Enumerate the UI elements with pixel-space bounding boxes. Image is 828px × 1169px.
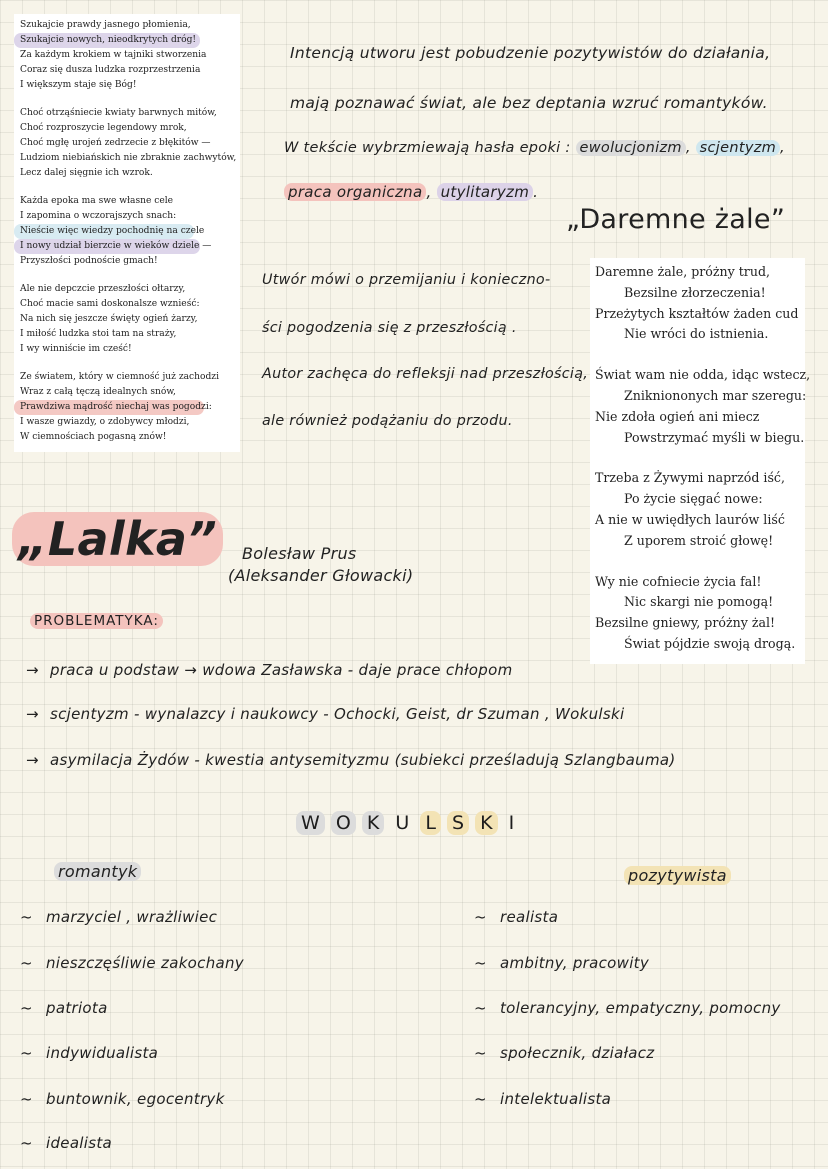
comma: , — [685, 140, 691, 156]
romantic-trait — [20, 908, 217, 926]
lalka-real-name: (Aleksander Głowacki) — [228, 566, 414, 585]
poem-line: Nie zdoła ogień ani miecz — [595, 408, 760, 424]
problem-text: asymilacja Żydów - kwestia antysemityzmu (subiekci prześladują Szlangbauma) — [50, 751, 676, 769]
poem-line: I zapomina o wczorajszych snach: — [20, 211, 177, 221]
intro-line-3 — [284, 140, 785, 156]
poem-line: Szukajcie prawdy jasnego płomienia, — [20, 20, 191, 30]
poem-line: I miłość ludzka stoi tam na straży, — [20, 329, 177, 339]
tilde-icon: ~ — [20, 954, 33, 972]
poem-line: Świat wam nie odda, idąc wstecz, — [595, 367, 811, 383]
poem-line: Przyszłości podnoście gmach! — [20, 256, 158, 266]
problem-item — [26, 661, 512, 679]
poem-line: Coraz się dusza ludzka rozprzestrzenia — [20, 65, 201, 75]
tilde-icon: ~ — [474, 1044, 487, 1062]
poem-line: Z uporem stroić głowę! — [624, 532, 774, 548]
lalka-title-text: „Lalka” — [12, 512, 223, 566]
poem-line: Choć macie sami doskonalsze wznieść: — [20, 299, 200, 309]
period: . — [533, 183, 539, 201]
romantic-trait — [20, 954, 244, 972]
romantic-trait — [20, 999, 108, 1017]
daremne-desc-3: Autor zachęca do refleksji nad przeszłością, — [262, 366, 589, 382]
poem-line-highlighted: Szukajcie nowych, nieodkrytych dróg! — [14, 33, 200, 48]
positivist-trait — [474, 954, 649, 972]
trait-text: intelektualista — [500, 1090, 612, 1108]
tilde-icon: ~ — [20, 1044, 33, 1062]
intro-line-4 — [284, 183, 538, 201]
tilde-icon: ~ — [20, 999, 33, 1017]
slogan-ewolucjonizm: ewolucjonizm — [576, 140, 686, 156]
poem-line: Po życie sięgać nowe: — [624, 491, 763, 507]
poem-line: Świat pójdzie swoją drogą. — [624, 635, 796, 651]
trait-text: nieszczęśliwie zakochany — [46, 954, 244, 972]
problems-heading-text: PROBLEMATYKA: — [30, 613, 163, 629]
stanza — [590, 468, 805, 551]
poem-line: A nie w uwiędłych laurów liść — [595, 511, 785, 527]
daremne-desc-1: Utwór mówi o przemijaniu i konieczno- — [262, 272, 551, 288]
poem-line: Przeżytych kształtów żaden cud — [595, 305, 799, 321]
trait-text: tolerancyjny, empatyczny, pomocny — [500, 999, 781, 1017]
poem-daremne-card — [590, 258, 811, 664]
romantic-heading-text: romantyk — [54, 862, 141, 881]
trait-text: społecznik, działacz — [500, 1044, 655, 1062]
positivist-heading-text: pozytywista — [624, 866, 731, 885]
tilde-icon: ~ — [20, 1134, 33, 1152]
problem-text: scjentyzm - wynalazcy i naukowcy - Ochocki, Geist, dr Szuman , Wokulski — [50, 705, 625, 723]
stanza — [590, 365, 811, 448]
romantic-trait — [20, 1134, 112, 1152]
daremne-desc-2: ści pogodzenia się z przeszłością . — [262, 320, 517, 336]
tilde-icon: ~ — [20, 908, 33, 926]
stanza — [14, 18, 240, 93]
poem-line: Lecz dalej sięgnie ich wzrok. — [20, 168, 153, 178]
heading-letter: O — [331, 811, 356, 835]
poem-line: Powstrzymać myśli w biegu. — [624, 429, 805, 445]
poem-line: Wraz z całą tęczą idealnych snów, — [20, 387, 176, 397]
poem-left-card — [14, 14, 240, 452]
stanza — [14, 282, 240, 357]
poem-line: Ze światem, który w ciemność już zachodzi — [20, 372, 220, 382]
poem-line: Bezsilne gniewy, próżny żal! — [595, 615, 776, 631]
lalka-author: Bolesław Prus — [242, 544, 357, 563]
intro-line-1: Intencją utworu jest pobudzenie pozytywistów do działania, — [290, 44, 771, 62]
heading-letter: K — [362, 811, 384, 835]
tilde-icon: ~ — [474, 999, 487, 1017]
trait-text: idealista — [46, 1134, 113, 1152]
poem-line: W ciemnościach pogasną znów! — [20, 432, 167, 442]
daremne-desc-4: ale również podążaniu do przodu. — [262, 413, 513, 429]
poem-line-highlighted: Prawdziwa mądrość niechaj was pogodzi: — [14, 400, 204, 415]
slogan-utylitaryzm: utylitaryzm — [437, 183, 534, 201]
romantic-trait — [20, 1044, 158, 1062]
poem-line: Na nich się jeszcze święty ogień żarzy, — [20, 314, 198, 324]
slogans-prefix: W tekście wybrzmiewają hasła epoki : — [284, 140, 571, 156]
positivist-trait — [474, 908, 558, 926]
comma: , — [780, 140, 785, 156]
trait-text: ambitny, pracowity — [500, 954, 650, 972]
poem-line: Nic skargi nie pomogą! — [624, 594, 774, 610]
poem-line: Nie wróci do istnienia. — [624, 326, 769, 342]
poem-line: Za każdym krokiem w tajniki stworzenia — [20, 50, 207, 60]
wokulski-heading — [296, 812, 519, 834]
problem-item — [26, 751, 676, 769]
arrow-icon: → — [26, 751, 39, 769]
poem-line-highlighted: Nieście więc wiedzy pochodnię na czele — [14, 224, 194, 239]
trait-text: realista — [500, 908, 559, 926]
heading-letter: L — [420, 811, 441, 835]
romantic-heading — [54, 862, 141, 881]
heading-letter: K — [475, 811, 497, 835]
trait-text: indywidualista — [46, 1044, 159, 1062]
lalka-title — [12, 512, 223, 566]
poem-line: Choć otrząśniecie kwiaty barwnych mitów, — [20, 108, 217, 118]
heading-letter: W — [296, 811, 325, 835]
poem-line: Choć mgłę urojeń zedrzecie z błękitów — — [20, 138, 211, 148]
poem-line: Bezsilne złorzeczenia! — [624, 284, 766, 300]
heading-letter: I — [508, 812, 515, 834]
tilde-icon: ~ — [474, 1090, 487, 1108]
intro-line-2: mają poznawać świat, ale bez deptania wzruć romantyków. — [290, 94, 768, 112]
poem-line: Każda epoka ma swe własne cele — [20, 196, 174, 206]
tilde-icon: ~ — [20, 1090, 33, 1108]
poem-line: Trzeba z Żywymi naprzód iść, — [595, 470, 785, 486]
slogan-praca-organiczna: praca organiczna — [284, 183, 426, 201]
positivist-trait — [474, 1090, 611, 1108]
comma: , — [426, 183, 432, 201]
heading-letter: S — [447, 811, 469, 835]
arrow-icon: → — [26, 661, 39, 679]
stanza — [14, 106, 240, 181]
tilde-icon: ~ — [474, 908, 487, 926]
poem-line: I wasze gwiazdy, o zdobywcy młodzi, — [20, 417, 190, 427]
problem-text: praca u podstaw → wdowa Zasławska - daje prace chłopom — [50, 661, 513, 679]
positivist-trait — [474, 999, 781, 1017]
tilde-icon: ~ — [474, 954, 487, 972]
poem-line: I większym staje się Bóg! — [20, 80, 137, 90]
stanza — [590, 262, 805, 345]
positivist-heading — [624, 866, 731, 885]
daremne-title: „Daremne żale” — [566, 204, 786, 235]
trait-text: marzyciel , wrażliwiec — [46, 908, 218, 926]
trait-text: buntownik, egocentryk — [46, 1090, 225, 1108]
poem-line: Wy nie cofniecie życia fal! — [595, 573, 762, 589]
stanza — [14, 370, 240, 445]
poem-line: Ale nie depczcie przeszłości ołtarzy, — [20, 284, 186, 294]
poem-line: Choć rozproszycie legendowy mrok, — [20, 123, 187, 133]
trait-text: patriota — [46, 999, 108, 1017]
romantic-trait — [20, 1090, 225, 1108]
poem-line: I wy winniście im cześć! — [20, 344, 132, 354]
slogan-scjentyzm: scjentyzm — [696, 140, 780, 156]
positivist-trait — [474, 1044, 654, 1062]
problems-heading — [30, 613, 163, 629]
poem-line: Ludziom niebiańskich nie zbraknie zachwytów, — [20, 153, 237, 163]
stanza — [14, 194, 240, 269]
problem-item — [26, 705, 624, 723]
heading-letter: U — [395, 812, 410, 834]
arrow-icon: → — [26, 705, 39, 723]
poem-line-highlighted: I nowy udział bierzcie w wieków dziele — — [14, 239, 200, 254]
stanza — [590, 572, 805, 655]
poem-line: Znikniononych mar szeregu: — [624, 387, 807, 403]
poem-line: Daremne żale, próżny trud, — [595, 264, 771, 279]
